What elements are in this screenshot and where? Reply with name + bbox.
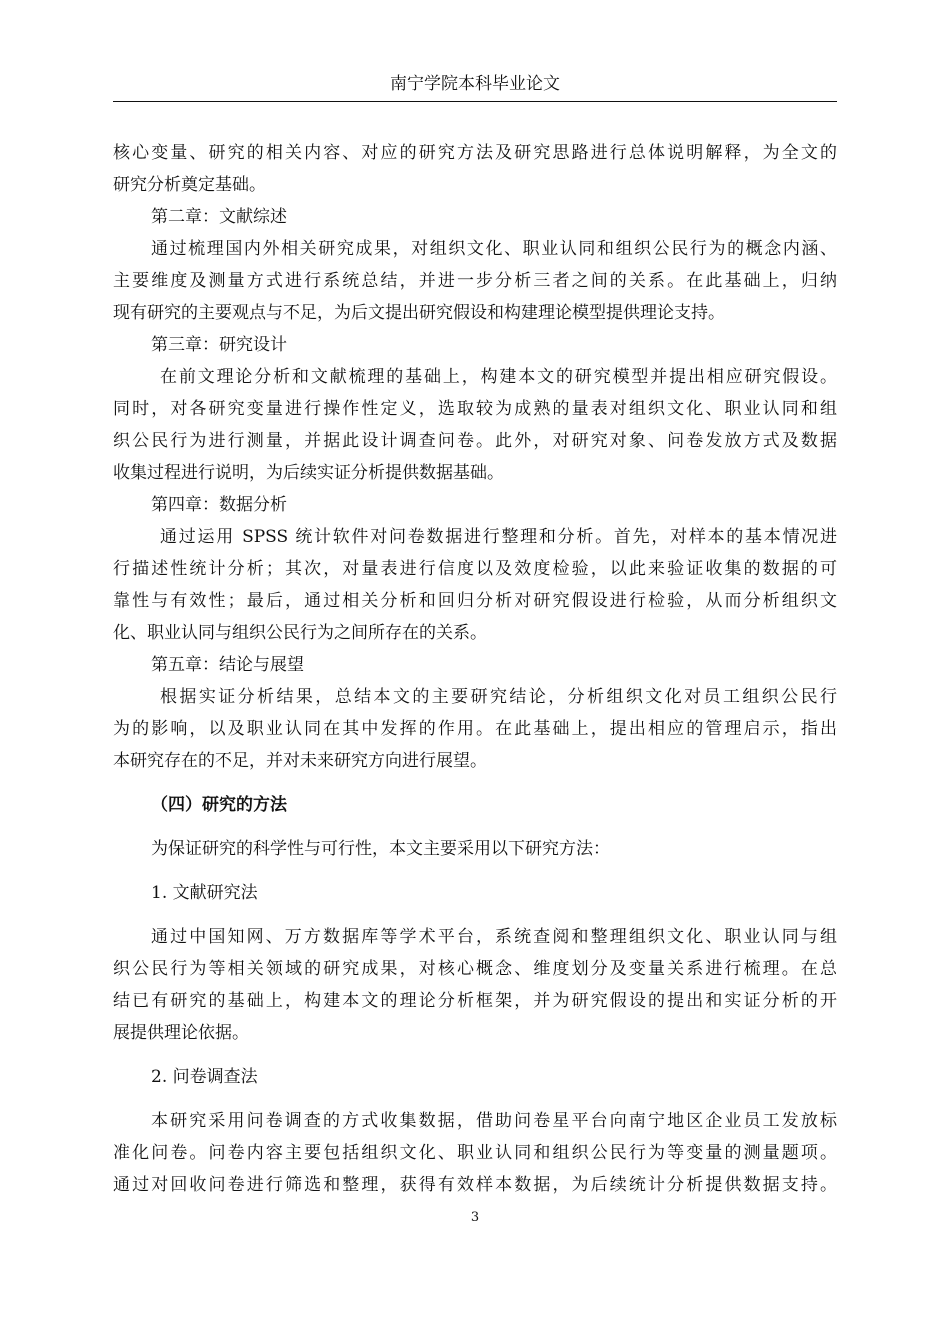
body-line: 在前文理论分析和文献梳理的基础上，构建本文的研究模型并提出相应研究假设。: [160, 367, 837, 387]
method-heading: 2. 问卷调查法: [151, 1067, 258, 1087]
running-header: 南宁学院本科毕业论文: [390, 74, 560, 94]
chapter-heading: 第四章：数据分析: [151, 495, 287, 515]
body-line: 靠性与有效性；最后，通过相关分析和回归分析对研究假设进行检验，从而分析组织文: [113, 591, 837, 611]
body-line: 准化问卷。问卷内容主要包括组织文化、职业认同和组织公民行为等变量的测量题项。: [113, 1143, 837, 1163]
body-line: 行描述性统计分析；其次，对量表进行信度以及效度检验，以此来验证收集的数据的可: [113, 559, 837, 579]
body-line: 通过梳理国内外相关研究成果，对组织文化、职业认同和组织公民行为的概念内涵、: [151, 239, 837, 259]
body-line: 化、职业认同与组织公民行为之间所存在的关系。: [113, 623, 487, 643]
body-line: 本研究采用问卷调查的方式收集数据，借助问卷星平台向南宁地区企业员工发放标: [151, 1111, 837, 1131]
body-line: 本研究存在的不足，并对未来研究方向进行展望。: [113, 751, 487, 771]
body-line: 通过运用 SPSS 统计软件对问卷数据进行整理和分析。首先，对样本的基本情况进: [160, 527, 837, 547]
body-line: 织公民行为等相关领域的研究成果，对核心概念、维度划分及变量关系进行梳理。在总: [113, 959, 837, 979]
body-line: 织公民行为进行测量，并据此设计调查问卷。此外，对研究对象、问卷发放方式及数据: [113, 431, 837, 451]
body-line: 核心变量、研究的相关内容、对应的研究方法及研究思路进行总体说明解释，为全文的: [113, 143, 837, 163]
body-line: 为的影响，以及职业认同在其中发挥的作用。在此基础上，提出相应的管理启示，指出: [113, 719, 837, 739]
page-number: 3: [470, 1210, 480, 1225]
chapter-heading: 第五章：结论与展望: [151, 655, 304, 675]
body-line: 现有研究的主要观点与不足，为后文提出研究假设和构建理论模型提供理论支持。: [113, 303, 725, 323]
chapter-heading: 第三章：研究设计: [151, 335, 287, 355]
section-heading: （四）研究的方法: [151, 795, 287, 815]
body-line: 研究分析奠定基础。: [113, 175, 266, 195]
body-line: 通过中国知网、万方数据库等学术平台，系统查阅和整理组织文化、职业认同与组: [151, 927, 837, 947]
header-divider: [113, 101, 837, 102]
body-line: 主要维度及测量方式进行系统总结，并进一步分析三者之间的关系。在此基础上，归纳: [113, 271, 837, 291]
chapter-heading: 第二章：文献综述: [151, 207, 287, 227]
body-line: 同时，对各研究变量进行操作性定义，选取较为成熟的量表对组织文化、职业认同和组: [113, 399, 837, 419]
method-heading: 1. 文献研究法: [151, 883, 258, 903]
body-line: 通过对回收问卷进行筛选和整理，获得有效样本数据，为后续统计分析提供数据支持。: [113, 1175, 837, 1195]
body-line: 为保证研究的科学性与可行性，本文主要采用以下研究方法：: [151, 839, 610, 859]
body-line: 根据实证分析结果，总结本文的主要研究结论，分析组织文化对员工组织公民行: [160, 687, 837, 707]
body-line: 展提供理论依据。: [113, 1023, 249, 1043]
body-line: 结已有研究的基础上，构建本文的理论分析框架，并为研究假设的提出和实证分析的开: [113, 991, 837, 1011]
body-line: 收集过程进行说明，为后续实证分析提供数据基础。: [113, 463, 504, 483]
